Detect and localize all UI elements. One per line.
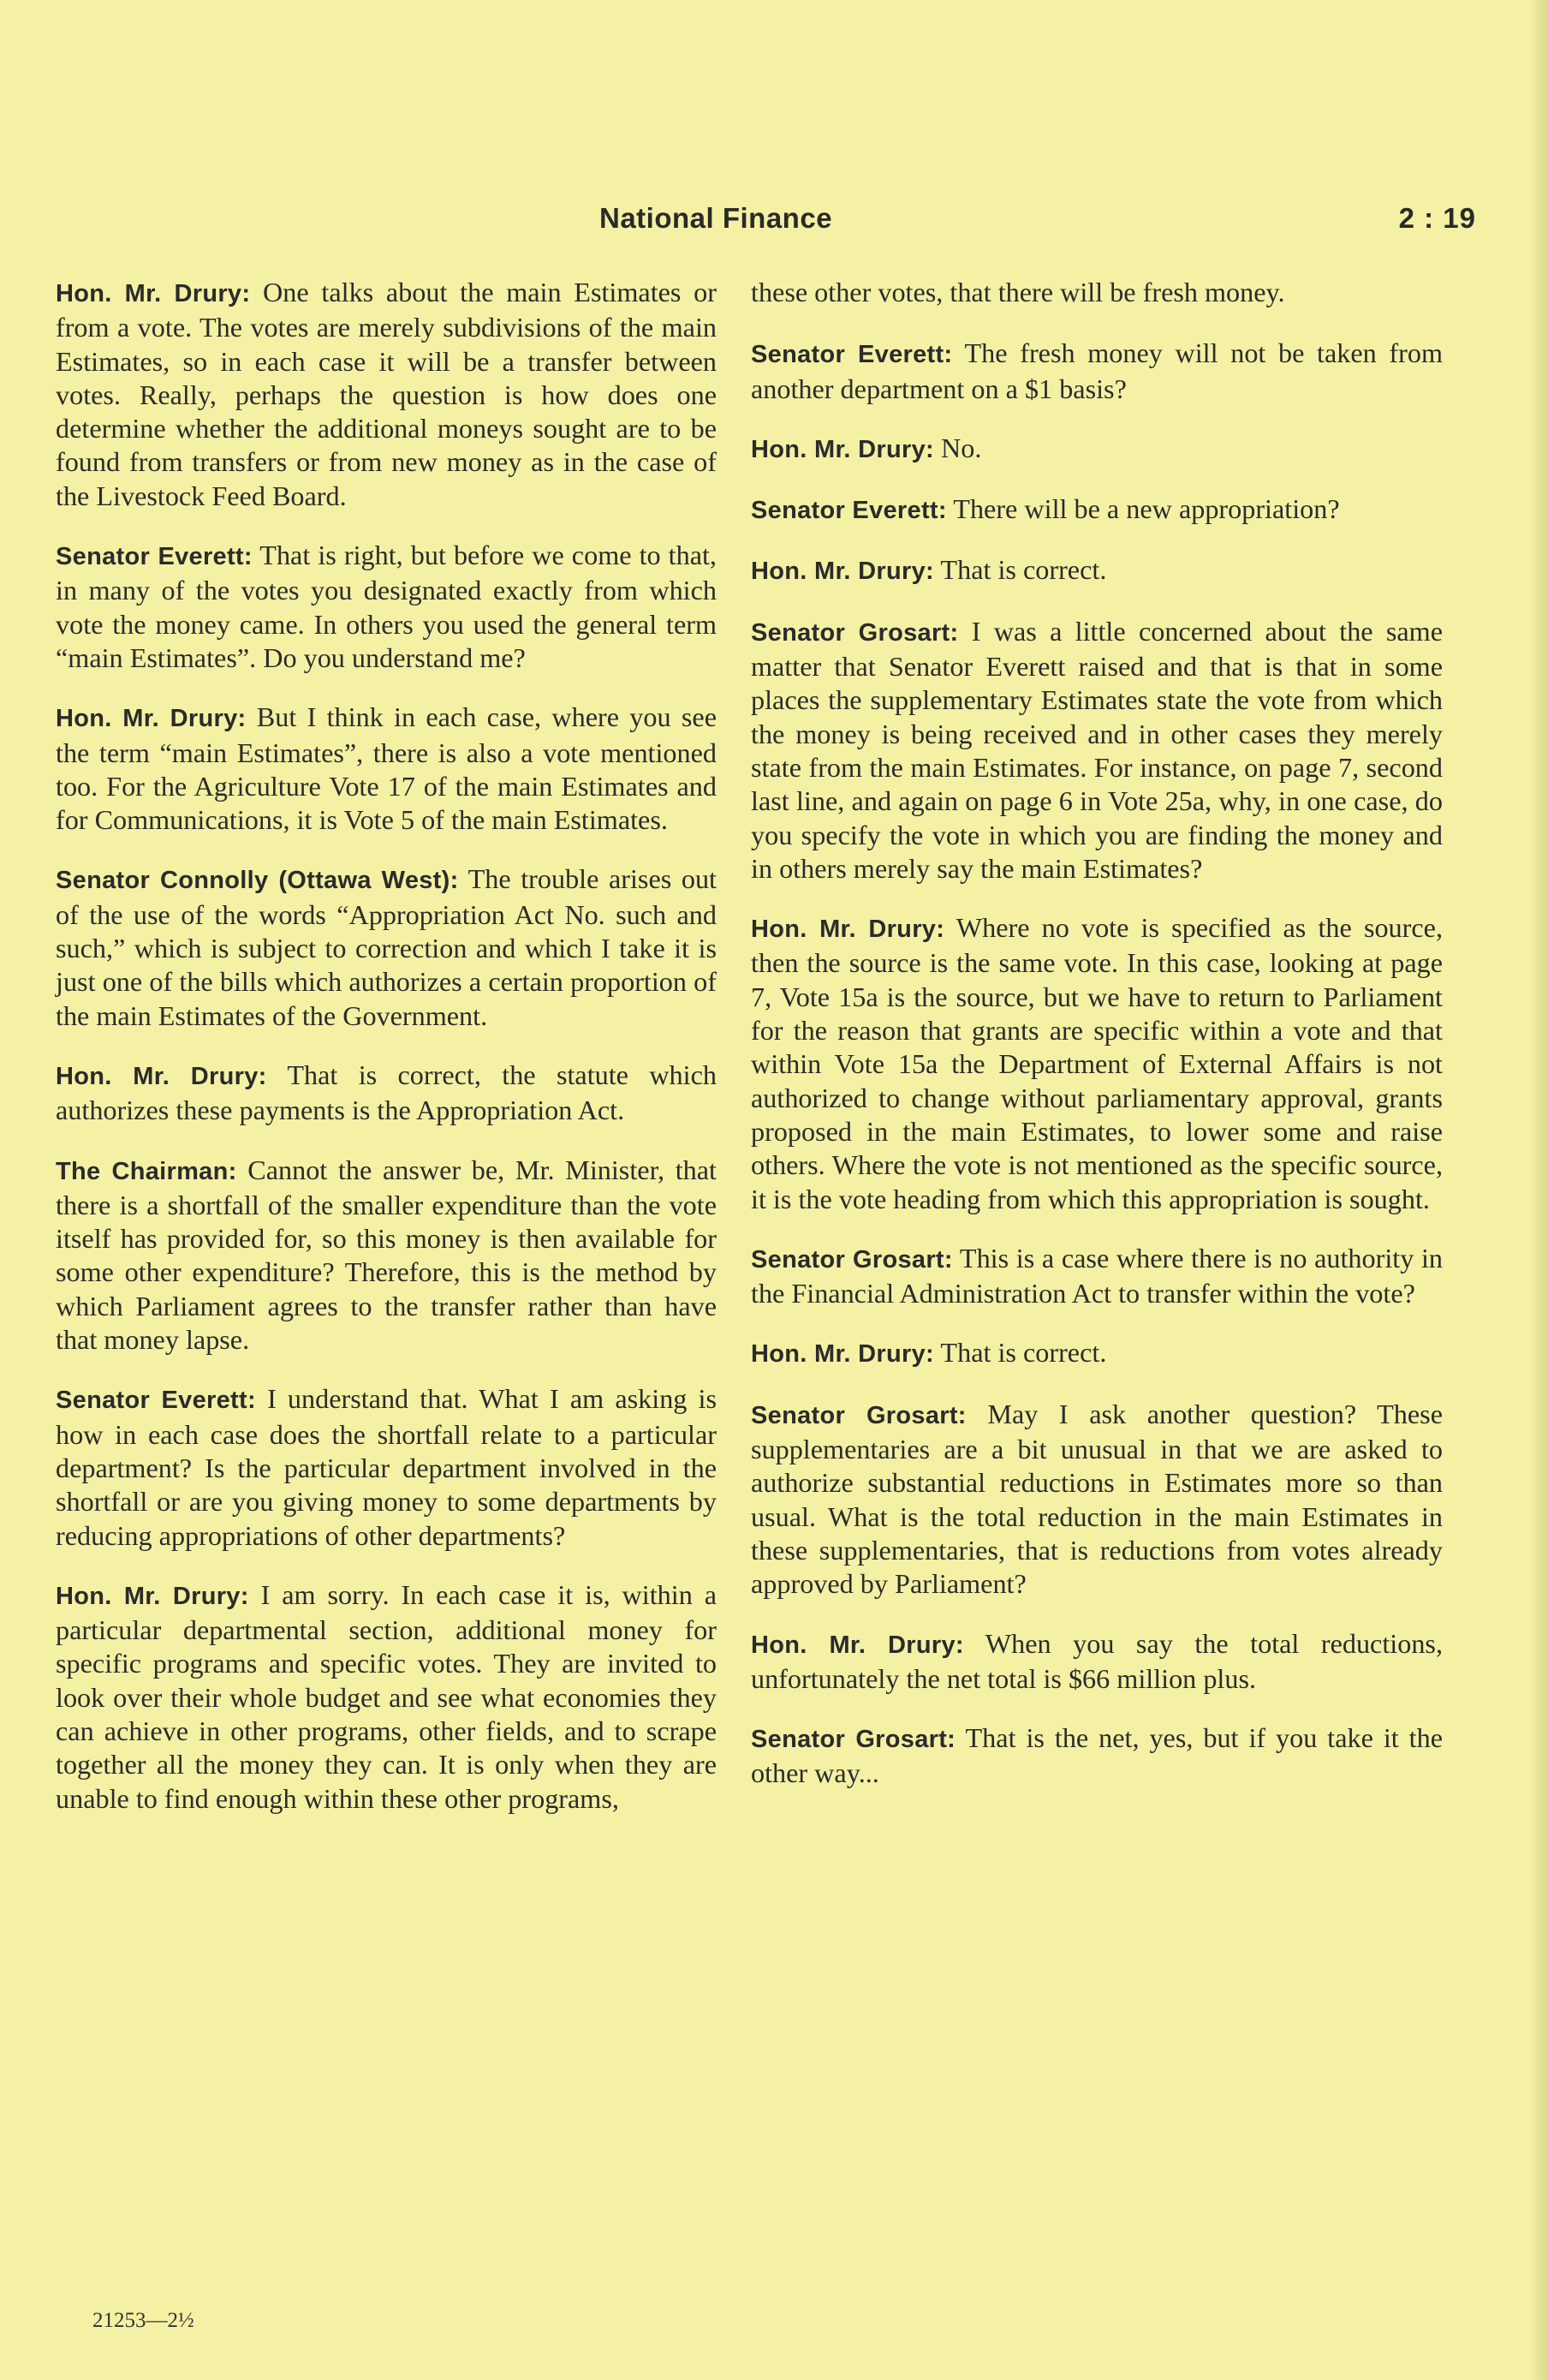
speaker-name: Senator Grosart:	[751, 1726, 956, 1754]
paragraph	[751, 911, 1443, 1216]
paragraph-text: Cannot the answer be, Mr. Minister, that there is a shortfall of the smaller expenditure than the vote itself has provided for, so this money is then available for some other expenditure? Therefore, this is the method by which Parliament agrees to the transfer rather than have that money lapse.	[56, 1154, 717, 1356]
paragraph	[751, 1336, 1443, 1371]
paragraph	[56, 1578, 717, 1816]
speaker-name: Senator Everett:	[56, 543, 253, 571]
paragraph-text: these other votes, that there will be fresh money.	[751, 277, 1285, 307]
paragraph-text: I am sorry. In each case it is, within a particular departmental section, additional money for specific programs and specific votes. They are invited to look over their whole budget and see what economies they can achieve in other programs, other fields, and to scrape together all the money they can. It is only when they are unable to find enough within these other programs,	[56, 1578, 717, 1814]
paragraph	[751, 432, 1443, 467]
paragraph	[56, 1382, 717, 1552]
speaker-name: Hon. Mr. Drury:	[56, 1582, 249, 1610]
speaker-name: Hon. Mr. Drury:	[56, 1062, 267, 1090]
paragraph	[751, 276, 1443, 311]
speaker-name: Senator Grosart:	[751, 618, 959, 647]
page-number: 2 : 19	[1398, 202, 1476, 234]
left-column	[56, 276, 717, 1841]
speaker-name: Hon. Mr. Drury:	[751, 916, 945, 944]
speaker-name: Hon. Mr. Drury:	[751, 435, 934, 463]
paragraph-text: The trouble arises out of the use of the words “Appropriation Act No. such and such,” which is subject to correction and which I take it is just one of the bills which authorizes a certain proportion of the main Estimates of the Government.	[56, 863, 717, 1031]
paragraph-text: The fresh money will not be taken from another department on a $1 basis?	[751, 337, 1443, 404]
paragraph-text: But I think in each case, where you see the term “main Estimates”, there is also a vote mentioned too. For the Agriculture Vote 17 of the main Estimates and for Communications, it is Vote 5 of the main Estimates.	[56, 701, 717, 836]
paragraph	[751, 1627, 1443, 1697]
binding-shadow	[1529, 0, 1548, 2380]
paragraph-text: I understand that. What I am asking is how in each case does the shortfall relate to a particular department? Is the particular department involved in the shortfall or are you giving money to some departments by reducing appropriations of other departments?	[56, 1383, 717, 1551]
paragraph-text: This is a case where there is no authority in the Financial Administration Act to transfer within the vote?	[751, 1242, 1443, 1309]
paragraph-text: I was a little concerned about the same matter that Senator Everett raised and that is that in some places the supplementary Estimates state the vote from which the money is being received and in other cases they merely state from the main Estimates. For instance, on page 7, second last line, and again on page 6 in Vote 25a, why, in one case, do you specify the vote in which you are finding the money and in others merely say the main Estimates?	[751, 615, 1443, 884]
paragraph-text: When you say the total reductions, unfortunately the net total is $66 million plus.	[751, 1627, 1443, 1694]
page-header	[0, 202, 1548, 245]
paragraph-text: That is correct.	[933, 1337, 1107, 1369]
paragraph-text: Where no vote is specified as the source, then the source is the same vote. In this case, looking at page 7, Vote 15a is the source, but we have to return to Parliament for the reason that grants are specific within a vote and that within Vote 15a the Department of External Affairs is not authorized to change without parliamentary approval, grants proposed in the main Estimates, to lower some and raise others. Where the vote is not mentioned as the specific source, it is the vote heading from which this appropriation is sought.	[751, 912, 1443, 1214]
speaker-name: Senator Grosart:	[751, 1401, 967, 1429]
paragraph-text: There will be a new appropriation?	[946, 493, 1340, 525]
paragraph-text: That is correct, the statute which authorizes these payments is the Appropriation Act.	[56, 1059, 717, 1126]
speaker-name: Hon. Mr. Drury:	[751, 1631, 964, 1659]
paragraph-text: May I ask another question? These supplementaries are a bit unusual in that we are asked to authorize substantial reductions in Estimates more so than usual. What is the total reduction in the main Estimates in these supplementaries, that is reductions from votes already approved by Parliament?	[751, 1398, 1443, 1600]
paragraph	[751, 615, 1443, 886]
speaker-name: Hon. Mr. Drury:	[56, 280, 251, 307]
paragraph-text: One talks about the main Estimates or from a vote. The votes are merely subdivisions of the main Estimates, so in each case it will be a transfer between votes. Really, perhaps the question is how does one determine whether the additional moneys sought are to be found from transfers or from new money as in the case of the Livestock Feed Board.	[56, 277, 717, 511]
speaker-name: Senator Everett:	[56, 1387, 256, 1415]
paragraph	[751, 492, 1443, 528]
paragraph	[56, 539, 717, 675]
paragraph	[751, 337, 1443, 406]
paragraph-text: That is correct.	[933, 554, 1107, 586]
paragraph	[751, 1398, 1443, 1602]
speaker-name: Senator Everett:	[751, 497, 947, 525]
running-title: National Finance	[599, 202, 833, 234]
speaker-name: Hon. Mr. Drury:	[56, 705, 247, 733]
paragraph	[751, 1721, 1443, 1791]
paragraph	[56, 276, 717, 513]
paragraph	[751, 1242, 1443, 1311]
paragraph-text: That is right, but before we come to that, in many of the votes you designated exactly from which vote the money came. In others you used the general term “main Estimates”. Do you understand me?	[56, 540, 717, 673]
speaker-name: Hon. Mr. Drury:	[751, 1340, 934, 1369]
paragraph	[751, 553, 1443, 588]
paragraph-text: That is the net, yes, but if you take it the other way...	[751, 1722, 1443, 1789]
speaker-name: Senator Connolly (Ottawa West):	[56, 867, 459, 895]
print-code: 21253—2½	[92, 2309, 194, 2332]
paragraph	[56, 1059, 717, 1128]
right-column	[751, 276, 1443, 1816]
speaker-name: The Chairman:	[56, 1157, 237, 1185]
speaker-name: Senator Everett:	[751, 341, 953, 369]
paragraph-text: No.	[933, 432, 982, 463]
paragraph	[56, 1154, 717, 1357]
speaker-name: Hon. Mr. Drury:	[751, 558, 934, 586]
speaker-name: Senator Grosart:	[751, 1245, 953, 1274]
paragraph	[56, 862, 717, 1032]
paragraph	[56, 701, 717, 837]
